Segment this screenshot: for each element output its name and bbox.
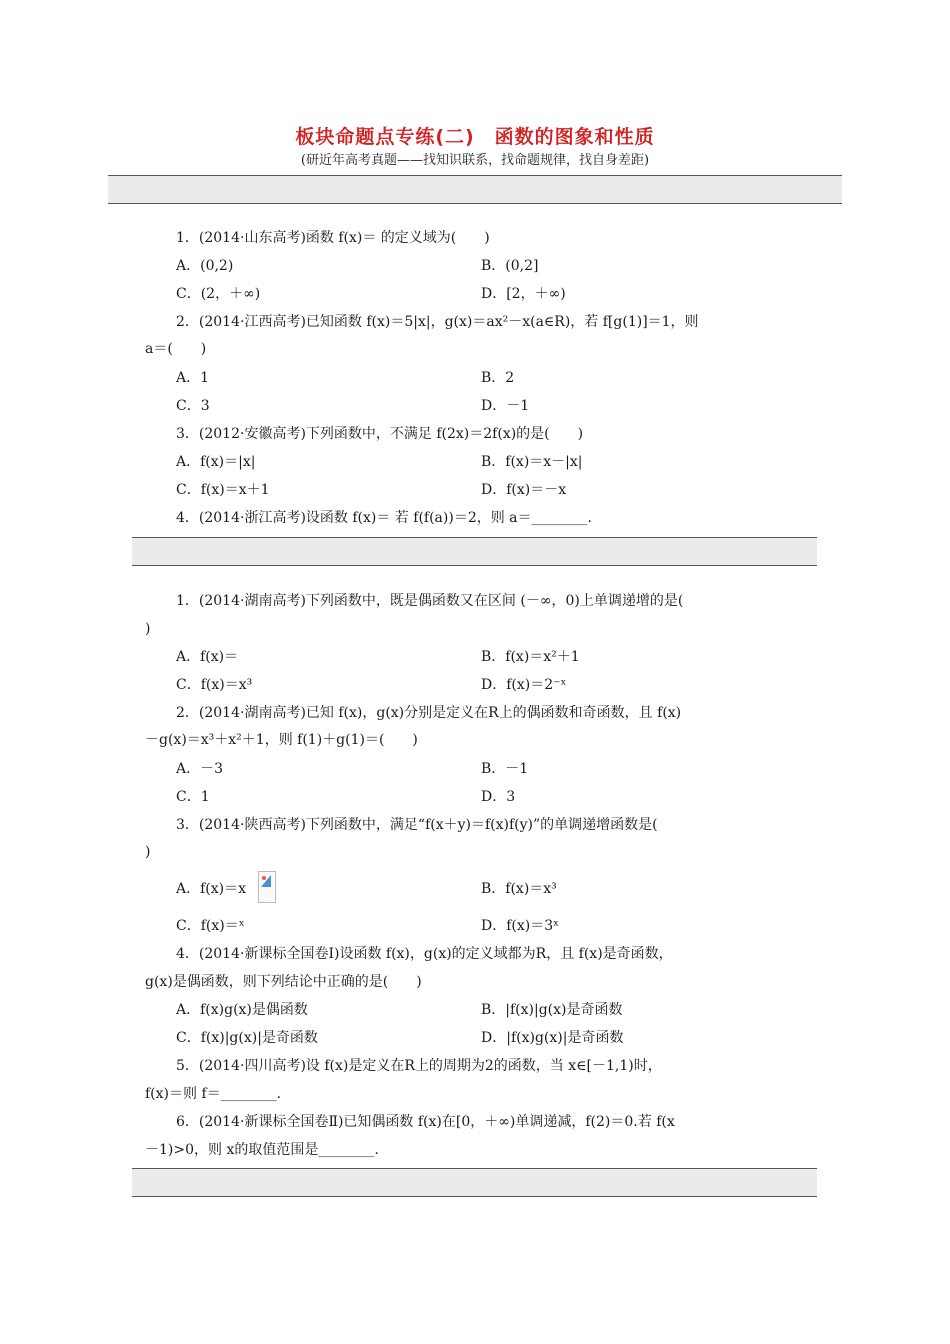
s2-q1-option-d: D．f(x)＝2⁻ˣ [481,677,567,693]
s1-q3-option-b: B．f(x)＝x－|x| [481,454,583,470]
s2-q2-stem-cont: －g(x)＝x³＋x²＋1，则 f(1)＋g(1)＝( ) [145,732,418,748]
s2-q3-option-b: B．f(x)＝x³ [481,881,557,897]
s2-q1-option-c: C．f(x)＝x³ [176,677,253,693]
s2-q4-stem-cont: g(x)是偶函数，则下列结论中正确的是( ) [145,974,422,990]
s1-q3-option-c: C．f(x)＝x＋1 [176,482,270,498]
s2-q6-stem-cont: －1)>0，则 x的取值范围是________. [145,1142,379,1158]
s2-q4-option-b: B．|f(x)|g(x)是奇函数 [481,1002,623,1018]
s1-q3-option-a: A．f(x)＝|x| [176,454,256,470]
broken-image-icon [258,871,276,903]
s2-q6-stem: 6．(2014·新课标全国卷Ⅱ)已知偶函数 f(x)在[0，＋∞)单调递减，f(2)＝0.若 f(x [176,1114,675,1130]
s1-q4-stem: 4．(2014·浙江高考)设函数 f(x)＝ 若 f(f(a))＝2，则 a＝________. [176,510,592,526]
s1-q2-stem: 2．(2014·江西高考)已知函数 f(x)＝5|x|，g(x)＝ax²－x(a∈R)，若 f[g(1)]＝1，则 [176,314,699,330]
s1-q1-option-b: B．(0,2] [481,258,539,274]
s1-q2-option-a: A．1 [176,370,210,386]
page-subtitle: (研近年高考真题——找知识联系，找命题规律，找自身差距) [300,153,650,168]
s2-q5-stem-cont: f(x)＝则 f＝________. [145,1086,282,1102]
s2-q3-option-a: A．f(x)＝x [176,881,247,897]
s2-q2-option-a: A．－3 [176,761,224,777]
s2-q4-stem: 4．(2014·新课标全国卷Ⅰ)设函数 f(x)，g(x)的定义域都为R，且 f(x)是奇函数， [176,946,673,962]
section-divider-2 [132,537,817,566]
s1-q2-option-b: B．2 [481,370,515,386]
s1-q2-stem-cont: a＝( ) [145,341,207,357]
s2-q1-option-b: B．f(x)＝x²＋1 [481,649,580,665]
s1-q1-stem: 1．(2014·山东高考)函数 f(x)＝ 的定义域为( ) [176,230,490,246]
s2-q1-stem-cont: ) [145,621,151,637]
section-divider-1 [108,175,842,204]
s2-q3-stem-cont: ) [145,844,151,860]
s1-q1-option-d: D．[2，＋∞) [481,286,566,302]
s2-q1-option-a: A．f(x)＝ [176,649,239,665]
s2-q3-stem: 3．(2014·陕西高考)下列函数中，满足“f(x＋y)＝f(x)f(y)”的单调递增函数是( [176,817,658,833]
s1-q1-option-a: A．(0,2) [176,258,234,274]
s1-q3-stem: 3．(2012·安徽高考)下列函数中，不满足 f(2x)＝2f(x)的是( ) [176,426,584,442]
s2-q2-stem: 2．(2014·湖南高考)已知 f(x)，g(x)分别是定义在R上的偶函数和奇函数，且 f(x) [176,705,682,721]
s2-q3-option-d: D．f(x)＝3ˣ [481,918,560,934]
s2-q2-option-d: D．3 [481,789,516,805]
s1-q1-option-c: C．(2，＋∞) [176,286,261,302]
s2-q3-option-c: C．f(x)＝ˣ [176,918,245,934]
s2-q4-option-d: D．|f(x)g(x)|是奇函数 [481,1030,624,1046]
s2-q4-option-a: A．f(x)g(x)是偶函数 [176,1002,308,1018]
s2-q4-option-c: C．f(x)|g(x)|是奇函数 [176,1030,318,1046]
s1-q2-option-c: C．3 [176,398,210,414]
s2-q2-option-b: B．－1 [481,761,529,777]
s1-q2-option-d: D．－1 [481,398,530,414]
page-title: 板块命题点专练(二) 函数的图象和性质 [295,126,655,148]
s1-q3-option-d: D．f(x)＝－x [481,482,567,498]
s2-q2-option-c: C．1 [176,789,210,805]
s2-q1-stem: 1．(2014·湖南高考)下列函数中，既是偶函数又在区间 (－∞，0)上单调递增的是( [176,593,684,609]
s2-q5-stem: 5．(2014·四川高考)设 f(x)是定义在R上的周期为2的函数，当 x∈[－1,1)时， [176,1058,662,1074]
section-divider-3 [132,1168,817,1197]
